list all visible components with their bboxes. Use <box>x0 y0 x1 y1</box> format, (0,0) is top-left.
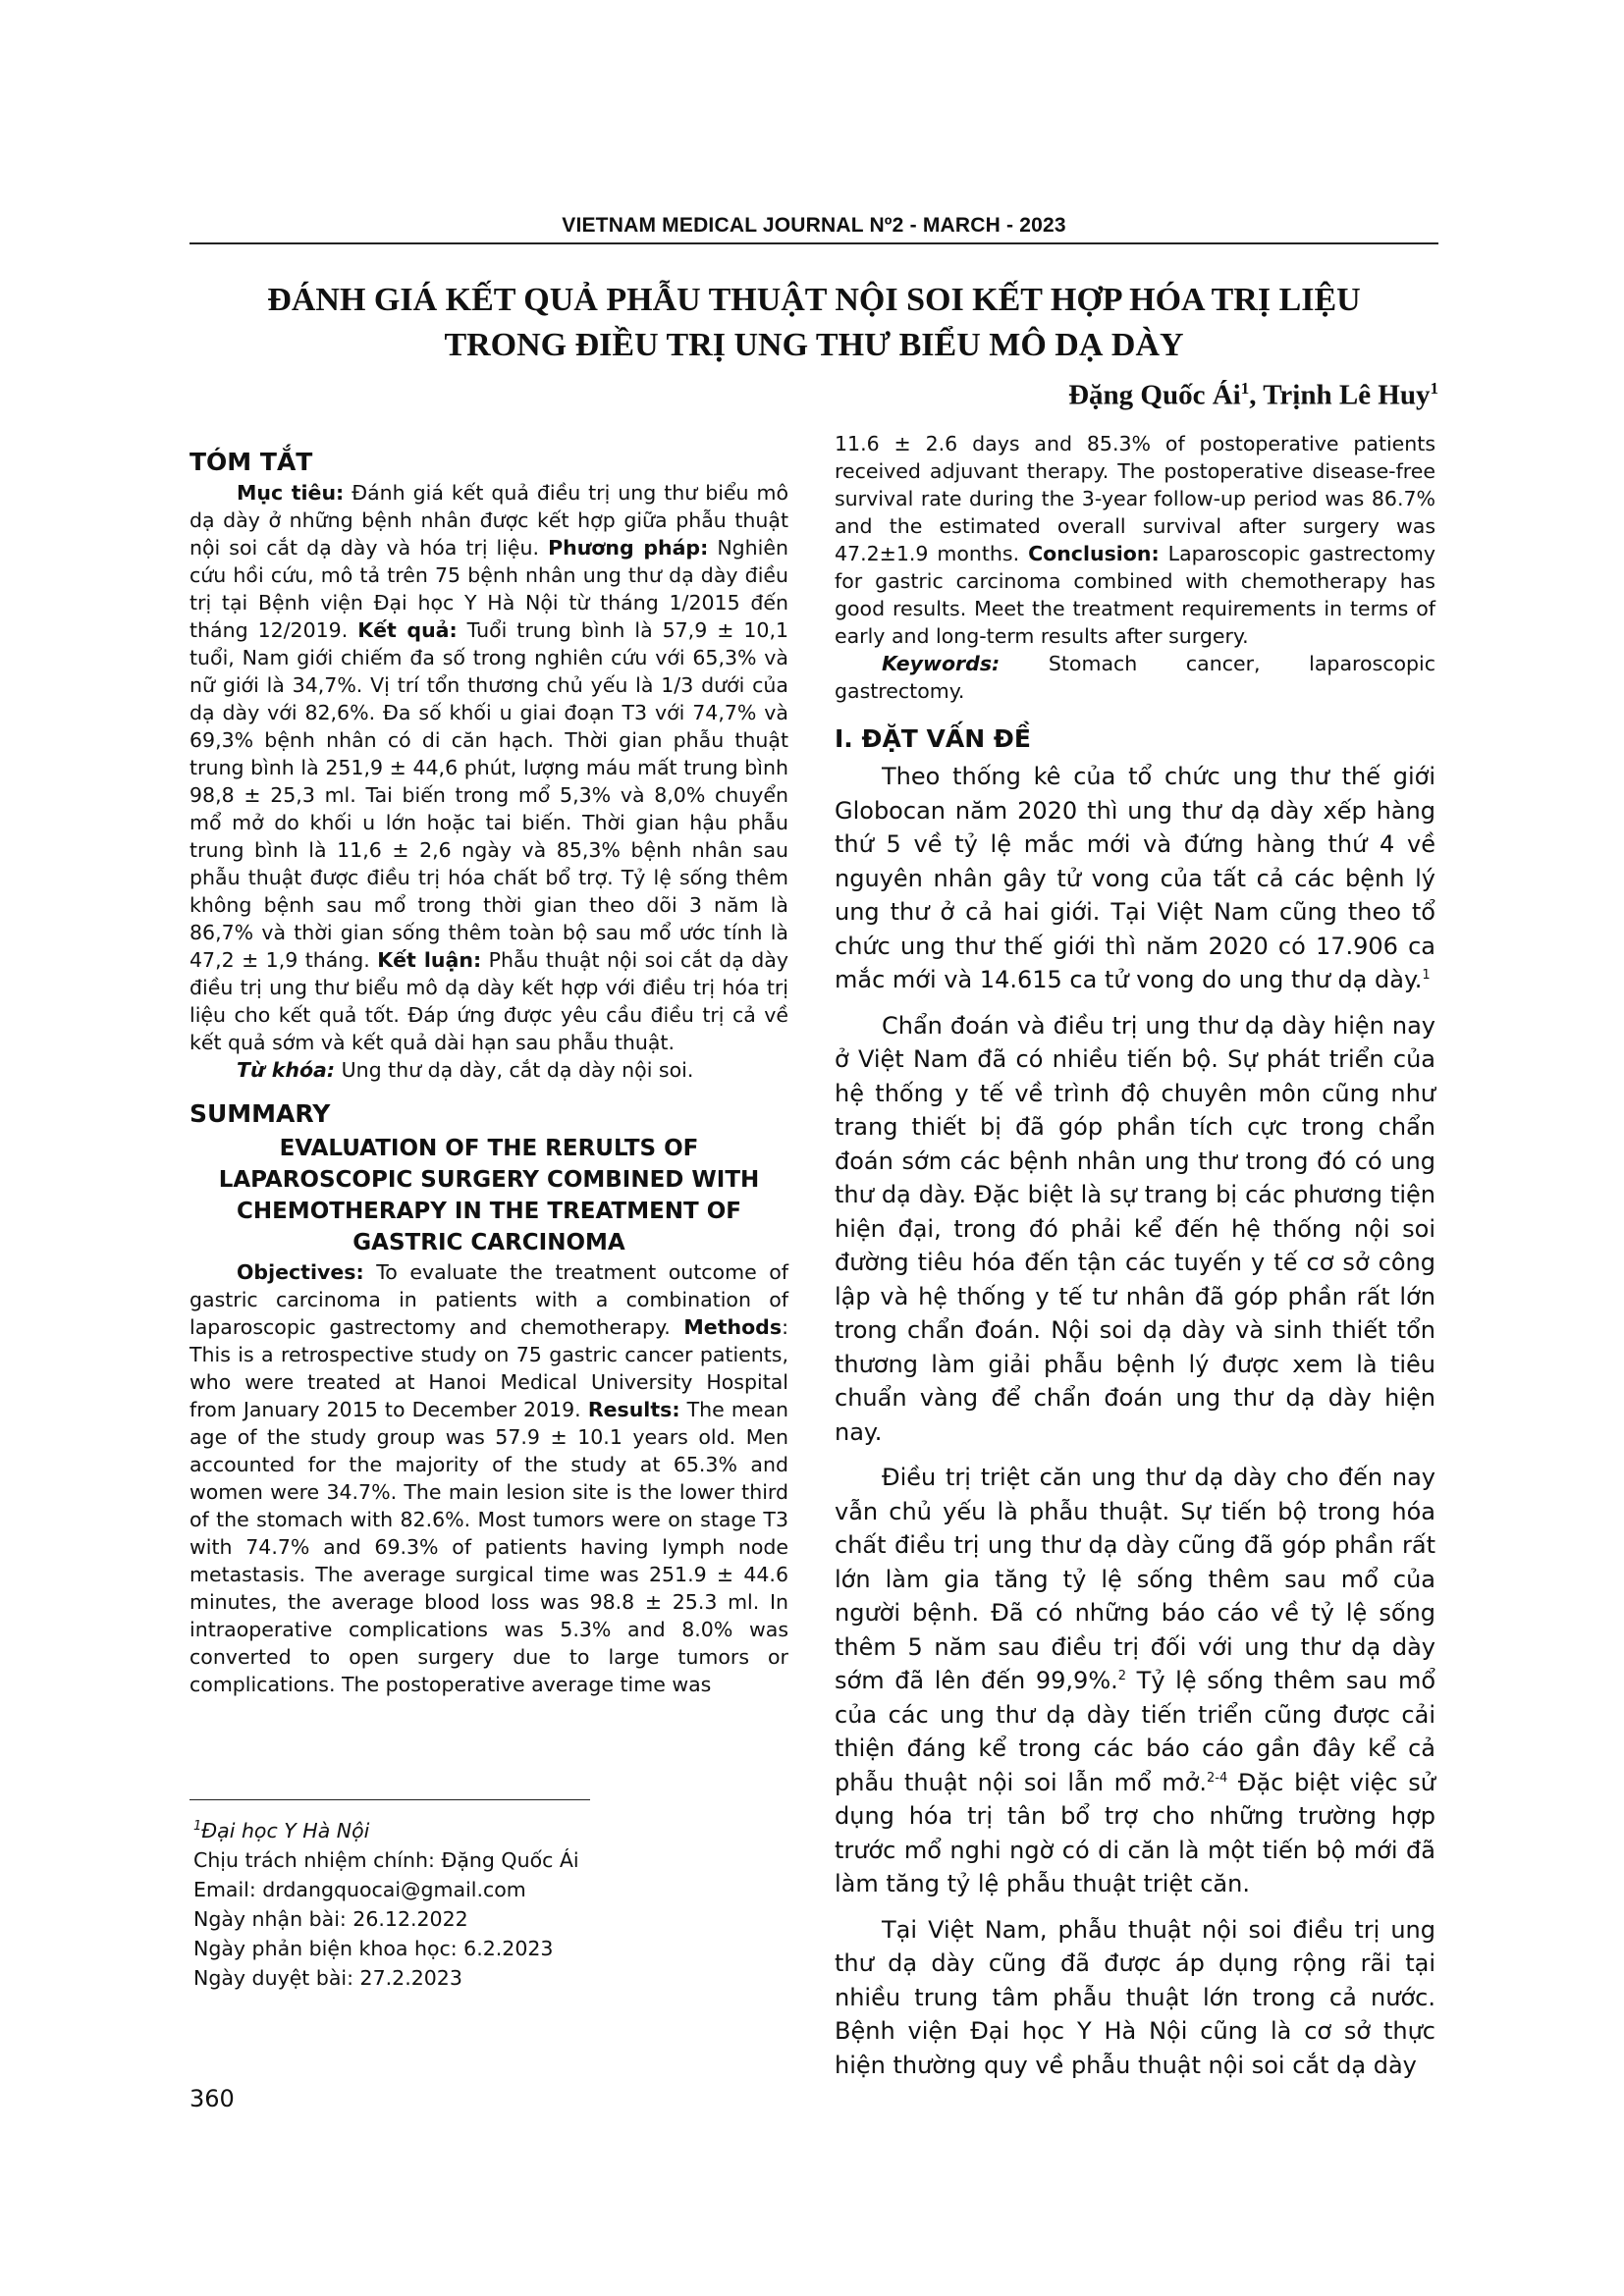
author-2-affiliation: 1 <box>1430 379 1438 398</box>
header-rule <box>189 242 1438 244</box>
author-1-affiliation: 1 <box>1240 379 1250 398</box>
en-abstract-title: EVALUATION OF THE RERULTS OF LAPAROSCOPIC SURGERY COMBINED WITH CHEMOTHERAPY IN THE TREATMENT OF GASTRIC CARCINOMA <box>218 1136 760 1255</box>
en-conclusion-label: Conclusion: <box>1028 542 1160 565</box>
en-objectives-label: Objectives: <box>237 1260 364 1284</box>
article-title <box>189 278 1438 368</box>
vi-conclusion-text: Phẫu thuật nội soi cắt dạ dày điều trị ung thư biểu mô dạ dày kết hợp với điều trị hóa trị liệu cho kết quả tốt. Đáp ứng được yêu cầu điều trị cả về kết quả sớm và kết quả dài hạn sau phẫu thuật. <box>189 948 788 1054</box>
footnotes <box>193 1812 743 1993</box>
footnote-reviewed: Ngày phản biện khoa học: 6.2.2023 <box>193 1936 554 1960</box>
intro-paragraph-4: Tại Việt Nam, phẫu thuật nội soi điều trị ung thư dạ dày cũng đã được áp dụng rộng rãi tại nhiều trung tâm phẫu thuật lớn trong cả nước. Bệnh viện Đại học Y Hà Nội cũng là cơ sở thực hiện thường quy về phẫu thuật nội soi cắt dạ dày <box>835 1915 1435 2079</box>
en-results-label: Results: <box>587 1398 680 1421</box>
intro-paragraph-3 <box>835 1461 1435 1901</box>
footnote-rule <box>189 1799 590 1800</box>
intro-paragraph-2: Chẩn đoán và điều trị ung thư dạ dày hiện nay ở Việt Nam đã có nhiều tiến bộ. Sự phát triển của hệ thống y tế về trình độ chuyên môn cũng như trang thiết bị đã góp phần tích cực trong chẩn đoán sớm các bệnh nhân ung thư trong đó có ung thư dạ dày. Đặc biệt là sự trang bị các phương tiện hiện đại, trong đó phải kể đến hệ thống nội soi đường tiêu hóa đến tận các tuyến y tế cơ sở công lập và hệ thống y tế tư nhân đã góp phần rất lớn trong chẩn đoán. Nội soi dạ dày và sinh thiết tổn thương làm giải phẫu bệnh lý được xem là tiêu chuẩn vàng để chẩn đoán ung thư dạ dày hiện nay. <box>835 1011 1435 1446</box>
vi-abstract-heading: TÓM TẮT <box>189 448 313 476</box>
author-1: Đặng Quốc Ái <box>1068 379 1241 411</box>
vi-conclusion-label: Kết luận: <box>377 948 482 972</box>
vi-results-label: Kết quả: <box>357 618 458 642</box>
footnote-aff-text: Đại học Y Hà Nội <box>201 1818 370 1842</box>
en-results-text-right: 11.6 ± 2.6 days and 85.3% of postoperative patients received adjuvant therapy. The postoperative disease-free survival rate during the 3-year follow-up period was 86.7% and the estimated overall survival after surgery was 47.2±1.9 months. <box>835 432 1435 565</box>
footnote-affiliation <box>193 1812 743 1845</box>
author-separator: , <box>1249 379 1264 411</box>
vi-methods-text: Nghiên cứu hồi cứu, mô tả trên 75 bệnh nhân ung thư dạ dày điều trị tại Bệnh viện Đại học Y Hà Nội từ tháng 1/2015 đến tháng 12/2019. <box>189 536 788 642</box>
en-methods-label: Methods <box>683 1315 783 1339</box>
vi-abstract-body <box>189 479 788 1056</box>
citation-1: 1 <box>1422 968 1431 983</box>
en-methods-text: : This is a retrospective study on 75 gastric cancer patients, who were treated at Hanoi Medical University Hospital from January 2015 to December 2019. <box>189 1315 788 1421</box>
footnote-email: Email: drdangquocai@gmail.com <box>193 1877 526 1901</box>
intro-paragraph-1 <box>835 760 1435 997</box>
right-column <box>835 430 1435 2094</box>
en-keywords <box>835 650 1435 705</box>
en-abstract-body-right <box>835 430 1435 650</box>
intro-paragraph-3a: Điều trị triệt căn ung thư dạ dày cho đến nay vẫn chủ yếu là phẫu thuật. Sự tiến bộ trong hóa chất điều trị ung thư dạ dày cũng đã góp phần rất lớn làm gia tăng tỷ lệ sống thêm sau mổ của người bệnh. Đã có những báo cáo về tỷ lệ sống thêm 5 năm sau điều trị đối với ung thư dạ dày sớm đã lên đến 99,9%. <box>835 1464 1435 1694</box>
en-keywords-label: Keywords: <box>882 652 1001 675</box>
en-objectives-text: To evaluate the treatment outcome of gastric carcinoma in patients with a combination of laparoscopic gastrectomy and chemotherapy. <box>189 1260 788 1339</box>
footnote-responsible: Chịu trách nhiệm chính: Đặng Quốc Ái <box>193 1847 579 1872</box>
title-line-2: TRONG ĐIỀU TRỊ UNG THƯ BIỂU MÔ DẠ DÀY <box>444 327 1184 363</box>
footnote-received: Ngày nhận bài: 26.12.2022 <box>193 1906 468 1931</box>
vi-keywords <box>189 1056 788 1084</box>
title-line-1: ĐÁNH GIÁ KẾT QUẢ PHẪU THUẬT NỘI SOI KẾT HỢP HÓA TRỊ LIỆU <box>267 282 1361 318</box>
en-results-text-left: The mean age of the study group was 57.9 ± 10.1 years old. Men accounted for the majority of the study at 65.3% and women were 34.7%. The main lesion site is the lower third of the stomach with 82.6%. Most tumors were on stage T3 with 74.7% and 69.3% of patients having lymph node metastasis. The average surgical time was 251.9 ± 44.6 minutes, the average blood loss was 98.8 ± 25.3 ml. In intraoperative complications was 5.3% and 8.0% was converted to open surgery due to large tumors or complications. The postoperative average time was <box>189 1398 789 1696</box>
intro-heading: I. ĐẶT VẤN ĐỀ <box>835 724 1031 753</box>
vi-objective-label: Mục tiêu: <box>237 481 345 505</box>
left-column <box>189 430 788 1698</box>
citation-2-4: 2-4 <box>1207 1770 1228 1786</box>
page-number: 360 <box>189 2085 235 2112</box>
vi-objective-text: Đánh giá kết quả điều trị ung thư biểu mô dạ dày ở những bệnh nhân được kết hợp giữa phẫu thuật nội soi cắt dạ dày và hóa trị liệu. <box>189 481 789 560</box>
intro-paragraph-3c: Đặc biệt việc sử dụng hóa trị tân bổ trợ cho những trường hợp trước mổ nghi ngờ có di căn là một tiến bộ mới đã làm tăng tỷ lệ phẫu thuật triệt căn. <box>835 1768 1436 1897</box>
author-2: Trịnh Lê Huy <box>1263 379 1431 411</box>
footnote-accepted: Ngày duyệt bài: 27.2.2023 <box>193 1965 462 1990</box>
running-head: VIETNAM MEDICAL JOURNAL Nº2 - MARCH - 2023 <box>562 214 1066 237</box>
vi-methods-label: Phương pháp: <box>548 536 709 560</box>
vi-keywords-text: Ung thư dạ dày, cắt dạ dày nội soi. <box>335 1058 694 1082</box>
footnote-aff-mark: 1 <box>193 1819 202 1834</box>
intro-paragraph-3b: Tỷ lệ sống thêm sau mổ của các ung thư dạ dày tiến triển cũng được cải thiện đáng kể trong các báo cáo gần đây kể cả phẫu thuật nội soi lẫn mổ mở. <box>835 1667 1436 1796</box>
intro-paragraph-1-text: Theo thống kê của tổ chức ung thư thế giới Globocan năm 2020 thì ung thư dạ dày xếp hàng thứ 5 về tỷ lệ mắc mới và đứng hàng thứ 4 về nguyên nhân gây tử vong của tất cả các bệnh lý ung thư ở cả hai giới. Tại Việt Nam cũng theo tổ chức ung thư thế giới thì năm 2020 có 17.906 ca mắc mới và 14.615 ca tử vong do ung thư dạ dày. <box>835 763 1435 993</box>
en-keywords-text: Stomach cancer, laparoscopic gastrectomy. <box>835 652 1435 703</box>
en-abstract-body-left <box>189 1258 788 1698</box>
en-conclusion-text: Laparoscopic gastrectomy for gastric carcinoma combined with chemotherapy has good results. Meet the treatment requirements in terms of early and long-term results after surgery. <box>835 542 1435 648</box>
author-list <box>1068 379 1438 412</box>
vi-keywords-label: Từ khóa: <box>237 1058 336 1082</box>
en-abstract-heading: SUMMARY <box>189 1099 331 1128</box>
intro-body <box>835 760 1435 2082</box>
citation-2: 2 <box>1117 1669 1127 1683</box>
vi-results-text: Tuổi trung bình là 57,9 ± 10,1 tuổi, Nam giới chiếm đa số trong nghiên cứu với 65,3% và nữ giới là 34,7%. Vị trí tổn thương chủ yếu là 1/3 dưới của dạ dày với 82,6%. Đa số khối u giai đoạn T3 với 74,7% và 69,3% bệnh nhân có di căn hạch. Thời gian phẫu thuật trung bình là 251,9 ± 44,6 phút, lượng máu mất trung bình 98,8 ± 25,3 ml. Tai biến trong mổ 5,3% và 8,0% chuyển mổ mở do khối u lớn hoặc tai biến. Thời gian hậu phẫu trung bình là 11,6 ± 2,6 ngày và 85,3% bệnh nhân sau phẫu thuật được điều trị hóa chất bổ trợ. Tỷ lệ sống thêm không bệnh sau mổ trong thời gian theo dõi 3 năm là 86,7% và thời gian sống thêm toàn bộ sau mổ ước tính là 47,2 ± 1,9 tháng. <box>189 618 788 972</box>
